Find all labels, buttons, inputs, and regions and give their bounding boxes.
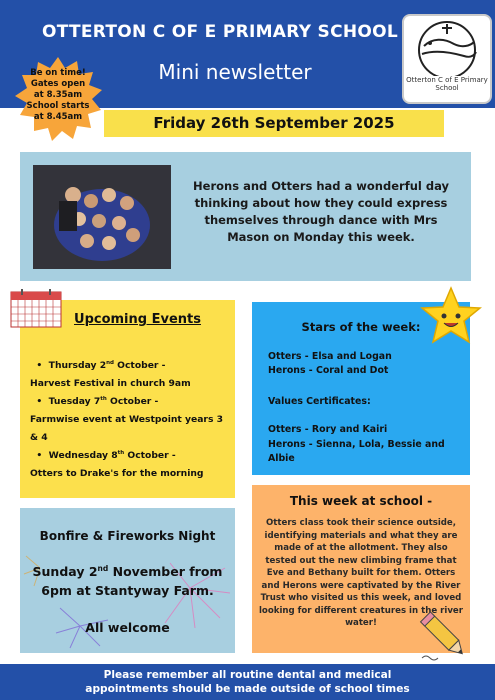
date-suffix: th xyxy=(100,395,107,402)
school-logo xyxy=(402,14,492,104)
intro-panel xyxy=(20,152,471,281)
values-herons: Herons - Sienna, Lola, Bessie and xyxy=(268,439,445,450)
upcoming-events-panel xyxy=(20,300,235,498)
event-date: Wednesday 8 xyxy=(48,450,118,461)
date-banner xyxy=(104,110,444,137)
pencil-icon xyxy=(418,608,474,664)
notice-line: Gates open xyxy=(30,79,86,89)
footer-notice xyxy=(0,668,495,696)
otter-logo-icon xyxy=(404,16,490,76)
footer-line: Please remember all routine dental and medical xyxy=(103,669,392,681)
school-name: OTTERTON C OF E PRIMARY SCHOOL xyxy=(41,22,399,42)
smiling-star-icon xyxy=(418,286,484,346)
event-detail: Farmwise event at Westpoint years 3 & 4 xyxy=(30,414,224,443)
bonfire-date xyxy=(20,564,235,579)
list-item: • Thursday 2nd October - Harvest Festival in church 9am xyxy=(30,357,230,393)
footer-line: appointments should be made outside of school times xyxy=(85,683,410,695)
list-item: • Tuesday 7th October - Farmwise event at Westpoint years 3 & 4 xyxy=(30,393,230,447)
bonfire-welcome: All welcome xyxy=(85,620,170,635)
values-herons-continued: Albie xyxy=(268,453,295,464)
event-date: Tuesday 7 xyxy=(48,396,101,407)
bonfire-location: 6pm at Stantyway Farm. xyxy=(41,583,214,598)
calendar-icon xyxy=(10,288,62,328)
stars-title: Stars of the week: xyxy=(301,320,421,334)
date-suffix: nd xyxy=(106,359,114,366)
dance-photo xyxy=(33,165,171,269)
stars-herons: Herons - Coral and Dot xyxy=(268,365,389,376)
date-suffix: nd xyxy=(97,563,109,573)
logo-caption: Otterton C of E Primary School xyxy=(406,76,488,92)
event-date: Thursday 2 xyxy=(48,360,107,371)
date-suffix: th xyxy=(117,449,125,456)
upcoming-events-title: Upcoming Events xyxy=(74,312,201,327)
bonfire-title: Bonfire & Fireworks Night xyxy=(39,529,216,543)
event-month: October - xyxy=(124,450,176,461)
arrival-times-notice xyxy=(14,68,102,123)
values-otters: Otters - Rory and Kairi xyxy=(268,424,388,435)
this-week-text: Otters class took their science outside, identifying materials and what they are made of at the allotment. They also tested out the new climbing frame that Eve and Bethany built for them. Otters and Herons were captivated by the River Trust who visited us this week, and loved looking for different creatures in the river water! xyxy=(258,518,464,628)
intro-text: Herons and Otters had a wonderful day thinking about how they could express themselves through dance with Mrs Mason on Monday this week. xyxy=(193,179,449,244)
event-detail: Harvest Festival in church 9am xyxy=(30,378,191,389)
event-month: October - xyxy=(113,360,166,371)
values-title: Values Certificates: xyxy=(268,396,371,407)
footer-banner xyxy=(0,664,495,700)
list-item: • Wednesday 8th October - Otters to Drake's for the morning xyxy=(30,447,230,483)
bonfire-date-month: November from xyxy=(108,564,223,579)
notice-line: at 8.35am xyxy=(33,90,83,100)
children-group-photo-icon xyxy=(33,165,171,269)
notice-line: at 8.45am xyxy=(33,112,83,122)
newsletter-subtitle: Mini newsletter xyxy=(158,60,312,84)
bonfire-date-day: Sunday 2 xyxy=(32,564,98,579)
newsletter-date: Friday 26th September 2025 xyxy=(153,114,395,132)
notice-line: Be on time! xyxy=(30,68,86,78)
notice-line: School starts xyxy=(26,101,90,111)
stars-otters: Otters - Elsa and Logan xyxy=(268,351,392,362)
event-detail: Otters to Drake's for the morning xyxy=(30,468,204,479)
events-list xyxy=(30,357,230,483)
this-week-title: This week at school - xyxy=(289,494,433,508)
bonfire-panel xyxy=(20,508,235,653)
event-month: October - xyxy=(106,396,159,407)
